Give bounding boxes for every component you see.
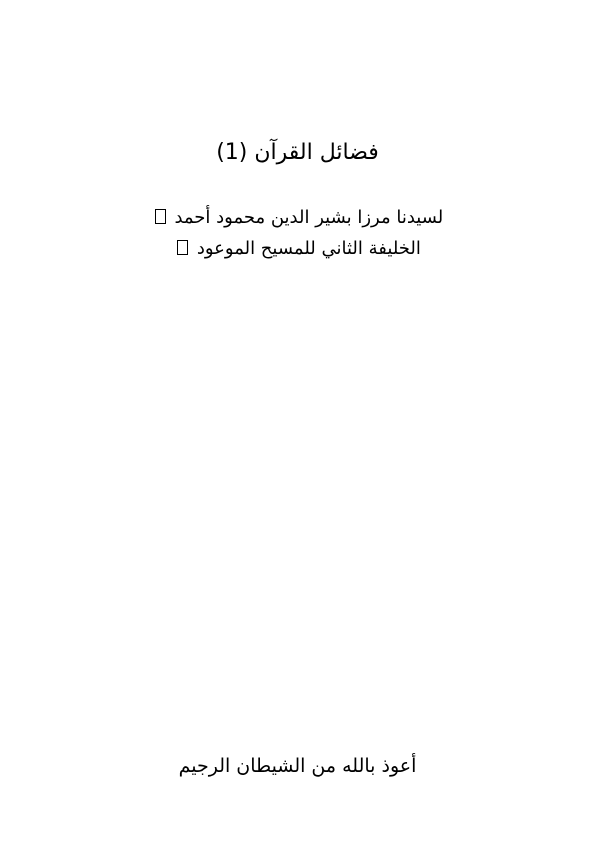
- book-title: فضائل القرآن (1): [216, 140, 379, 165]
- opening-invocation: أعوذ بالله من الشيطان الرجيم: [178, 755, 417, 777]
- author-line-1: [0, 205, 595, 231]
- author-title: الخليفة الثاني للمسيح الموعود: [196, 238, 421, 259]
- honorific-glyph-icon: [155, 209, 166, 224]
- honorific-glyph-icon: [177, 240, 188, 255]
- author-name: لسيدنا مرزا بشير الدين محمود أحمد: [174, 207, 444, 228]
- author-line-2: [0, 236, 595, 262]
